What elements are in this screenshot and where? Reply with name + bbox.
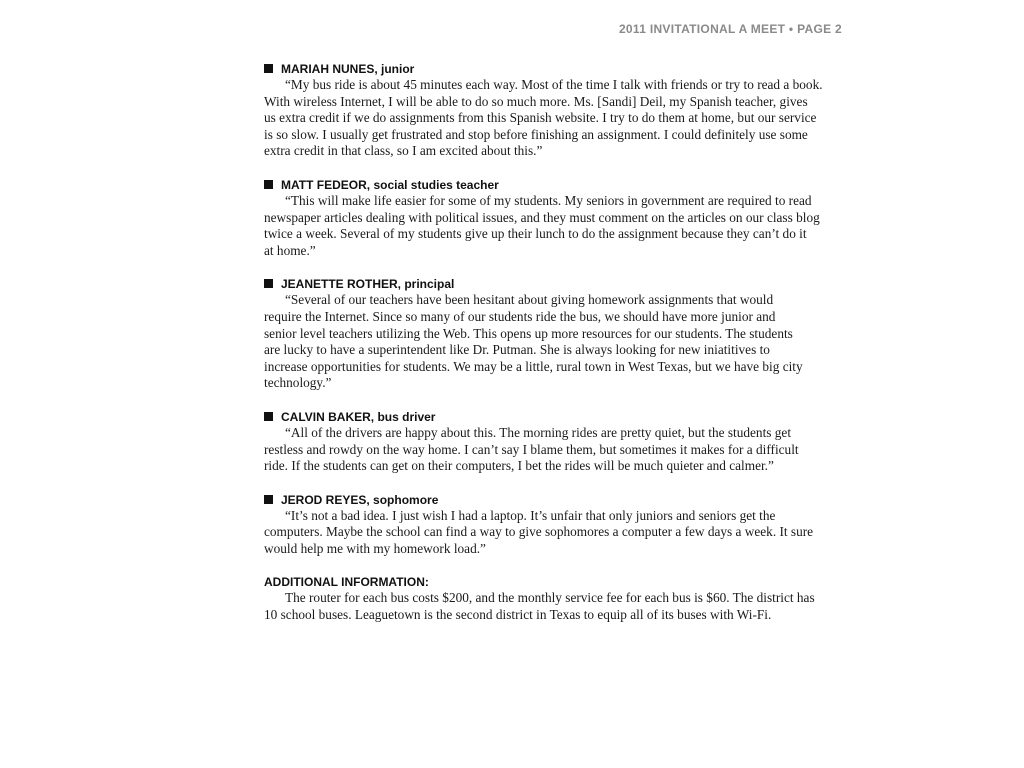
square-bullet-icon bbox=[264, 279, 273, 288]
quote-line: extra credit in that class, so I am excited about this.” bbox=[264, 143, 543, 159]
speaker-name: MATT FEDEOR, social studies teacher bbox=[281, 177, 499, 192]
additional-line: The router for each bus costs $200, and the monthly service fee for each bus is $60. The district has bbox=[285, 590, 815, 606]
quote-text bbox=[264, 508, 844, 558]
quote-text bbox=[264, 425, 844, 475]
quote-line: “All of the drivers are happy about this. The morning rides are pretty quiet, but the students get bbox=[285, 424, 792, 440]
speaker-heading bbox=[264, 61, 844, 77]
quote-text bbox=[264, 193, 844, 259]
speaker-heading bbox=[264, 492, 844, 508]
speaker-heading bbox=[264, 276, 844, 292]
quote-line: would help me with my homework load.” bbox=[264, 540, 486, 556]
document-body bbox=[264, 61, 844, 641]
quote-line: twice a week. Several of my students give up their lunch to do the assignment because they can’t do it bbox=[264, 226, 807, 242]
quote-entry bbox=[264, 276, 844, 392]
square-bullet-icon bbox=[264, 412, 273, 421]
speaker-name: JEANETTE ROTHER, principal bbox=[281, 277, 455, 292]
additional-text bbox=[264, 590, 844, 623]
quote-line: “This will make life easier for some of my students. My seniors in government are required to read bbox=[285, 192, 812, 208]
speaker-name: CALVIN BAKER, bus driver bbox=[281, 409, 436, 424]
quote-line: newspaper articles dealing with political issues, and they must comment on the articles on our class blog bbox=[264, 209, 820, 225]
additional-heading: ADDITIONAL INFORMATION: bbox=[264, 575, 429, 590]
additional-line: 10 school buses. Leaguetown is the second district in Texas to equip all of its buses with Wi-Fi. bbox=[264, 607, 772, 623]
quote-line: are lucky to have a superintendent like Dr. Putman. She is always looking for new iniatitives to bbox=[264, 342, 770, 358]
quote-entry bbox=[264, 409, 844, 475]
quote-line: is so slow. I usually get frustrated and stop before finishing an assignment. I could definitely use some bbox=[264, 126, 808, 142]
quote-line: restless and rowdy on the way home. I can’t say I blame them, but sometimes it makes for a difficult bbox=[264, 441, 799, 457]
quote-line: ride. If the students can get on their computers, I bet the rides will be much quieter and calmer.” bbox=[264, 458, 774, 474]
quote-line: With wireless Internet, I will be able to do so much more. Ms. [Sandi] Deil, my Spanish teacher, gives bbox=[264, 93, 808, 109]
quote-line: require the Internet. Since so many of our students ride the bus, we should have more junior and bbox=[264, 308, 776, 324]
quote-line: at home.” bbox=[264, 242, 316, 258]
quote-entry bbox=[264, 61, 844, 160]
square-bullet-icon bbox=[264, 495, 273, 504]
quote-line: senior level teachers utilizing the Web. This opens up more resources for our students. The students bbox=[264, 325, 793, 341]
quote-line: “My bus ride is about 45 minutes each way. Most of the time I talk with friends or try to read a book. bbox=[285, 77, 823, 92]
square-bullet-icon bbox=[264, 180, 273, 189]
quote-line: “It’s not a bad idea. I just wish I had a laptop. It’s unfair that only juniors and seniors get the bbox=[285, 507, 776, 523]
page-header: 2011 INVITATIONAL A MEET • PAGE 2 bbox=[618, 22, 842, 36]
square-bullet-icon bbox=[264, 64, 273, 73]
quote-line: us extra credit if we do assignments from this Spanish website. I try to do them at home, but our service bbox=[264, 110, 817, 126]
quote-entry bbox=[264, 492, 844, 558]
quote-line: technology.” bbox=[264, 375, 332, 391]
quote-text bbox=[264, 77, 844, 160]
speaker-heading bbox=[264, 177, 844, 193]
speaker-name: JEROD REYES, sophomore bbox=[281, 492, 439, 507]
quote-entry bbox=[264, 177, 844, 259]
quote-text bbox=[264, 292, 844, 392]
speaker-heading bbox=[264, 409, 844, 425]
quote-line: increase opportunities for students. We may be a little, rural town in West Texas, but we have big city bbox=[264, 358, 803, 374]
quote-line: “Several of our teachers have been hesitant about giving homework assignments that would bbox=[285, 292, 774, 308]
speaker-name: MARIAH NUNES, junior bbox=[281, 62, 415, 76]
additional-information bbox=[264, 574, 844, 623]
quote-line: computers. Maybe the school can find a way to give sophomores a computer a few days a week. It sure bbox=[264, 524, 814, 540]
